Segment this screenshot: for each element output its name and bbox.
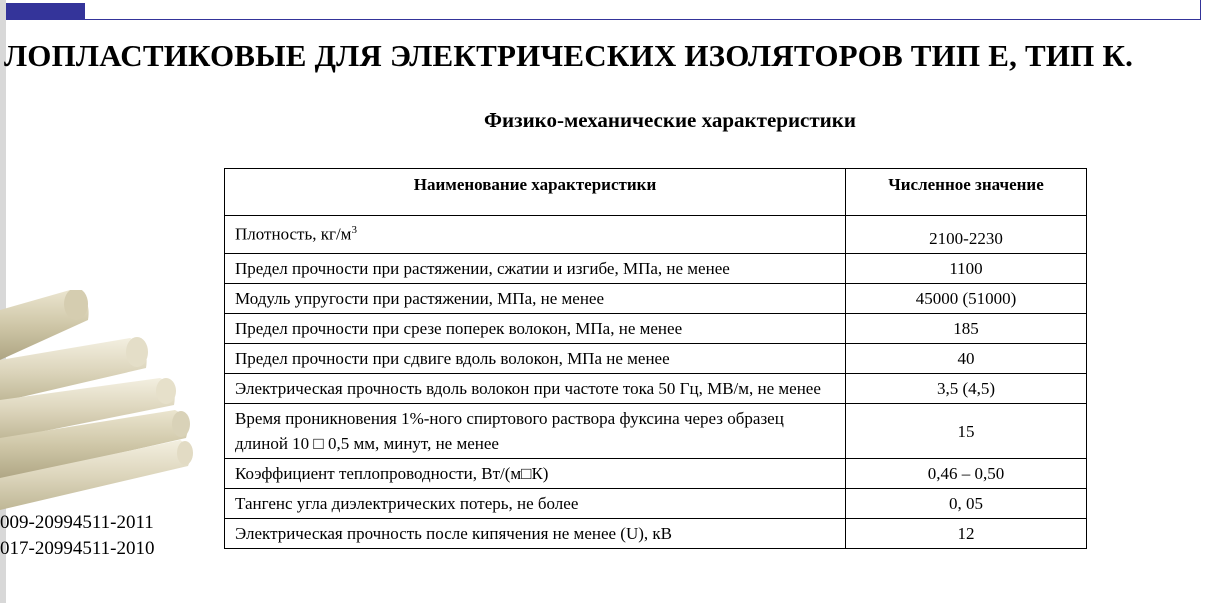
row-name: Электрическая прочность вдоль волокон при частоте тока 50 Гц, МВ/м, не менее <box>225 374 846 404</box>
table-row <box>225 404 1087 459</box>
standard-number-1: 009-20994511-2011 <box>0 512 154 533</box>
row-name: Предел прочности при срезе поперек волокон, МПа, не менее <box>225 314 846 344</box>
row-name: Электрическая прочность после кипячения не менее (U), кВ <box>225 519 846 549</box>
row-name: Модуль упругости при растяжении, МПа, не менее <box>225 284 846 314</box>
row-value: 1100 <box>846 254 1087 284</box>
table-row <box>225 489 1087 519</box>
table-row <box>225 254 1087 284</box>
rod-shapes <box>0 290 193 510</box>
row-value: 0, 05 <box>846 489 1087 519</box>
table-row <box>225 519 1087 549</box>
row-value: 185 <box>846 314 1087 344</box>
row-name: Тангенс угла диэлектрических потерь, не более <box>225 489 846 519</box>
table-row <box>225 344 1087 374</box>
table-row <box>225 459 1087 489</box>
unit-superscript: 3 <box>351 224 357 236</box>
table-row <box>225 314 1087 344</box>
row-name-text: Плотность, кг/м <box>235 224 352 244</box>
top-accent-bar <box>6 3 85 20</box>
row-name: Коэффициент теплопроводности, Вт/(м□К) <box>225 459 846 489</box>
row-name: Предел прочности при сдвиге вдоль волокон, МПа не менее <box>225 344 846 374</box>
row-name: Предел прочности при растяжении, сжатии и изгибе, МПа, не менее <box>225 254 846 284</box>
table-row <box>225 284 1087 314</box>
standard-number-2: 017-20994511-2010 <box>0 538 155 559</box>
header-characteristic: Наименование характеристики <box>225 169 846 216</box>
row-value: 2100-2230 <box>846 216 1087 254</box>
row-value: 12 <box>846 519 1087 549</box>
row-name <box>225 216 846 254</box>
properties-table <box>224 168 1087 549</box>
table-row <box>225 216 1087 254</box>
top-rule-end <box>1200 0 1201 20</box>
header-value: Численное значение <box>846 169 1087 216</box>
section-title: Физико-механические характеристики <box>484 108 856 132</box>
table-header-row <box>225 169 1087 216</box>
page-title: ЛОПЛАСТИКОВЫЕ ДЛЯ ЭЛЕКТРИЧЕСКИХ ИЗОЛЯТОРОВ ТИП Е, ТИП К. <box>4 38 1134 73</box>
table-row <box>225 374 1087 404</box>
row-value: 15 <box>846 404 1087 459</box>
row-value: 3,5 (4,5) <box>846 374 1087 404</box>
row-value: 0,46 – 0,50 <box>846 459 1087 489</box>
fiberglass-rods-image <box>0 290 200 520</box>
row-name: Время проникновения 1%-ного спиртового раствора фуксина через образец длиной 10 □ 0,5 мм, минут, не менее <box>225 404 846 459</box>
top-rule <box>85 19 1201 20</box>
row-value: 40 <box>846 344 1087 374</box>
row-value: 45000 (51000) <box>846 284 1087 314</box>
